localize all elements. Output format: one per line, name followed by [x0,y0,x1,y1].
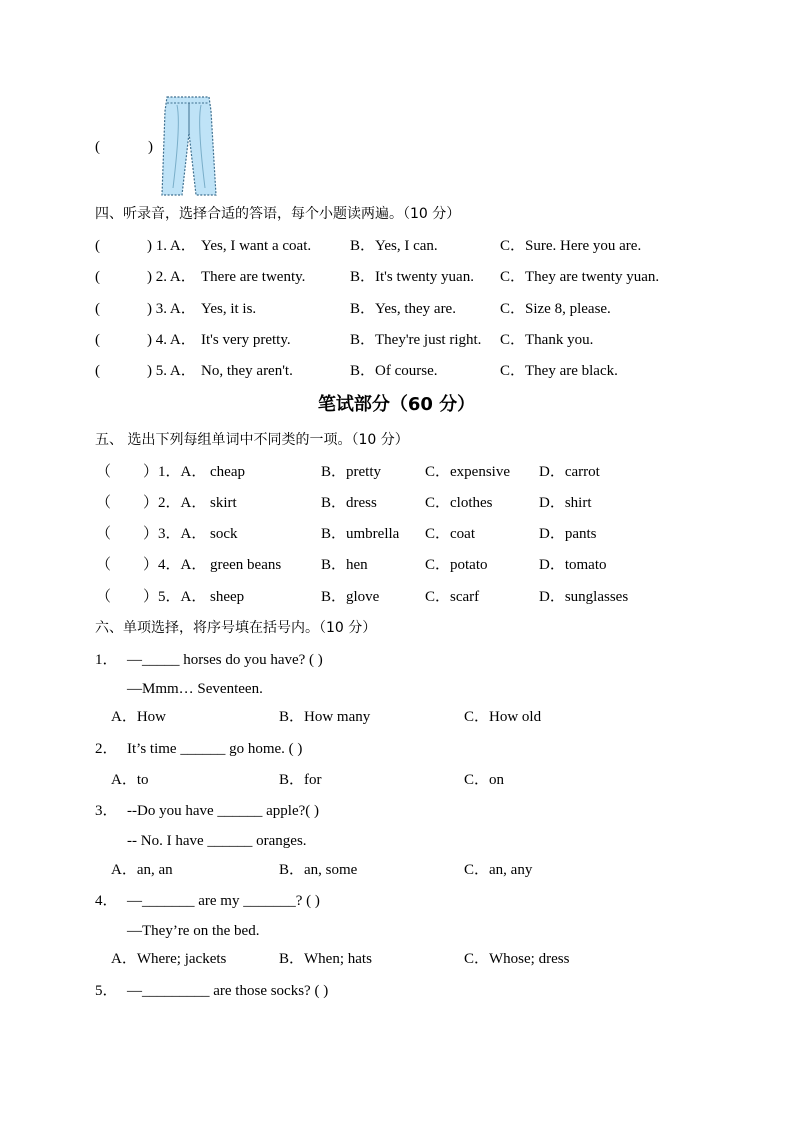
question-text: —Mmm… Seventeen. [127,681,263,697]
option-b: B．an, some [279,862,358,878]
question-number: 2． [95,741,118,757]
option-a: cheap [210,464,245,480]
pants-icon [155,93,223,199]
option-c: C．coat [425,526,475,542]
option-c: C．Whose; dress [464,951,570,967]
option-a: A．How [111,709,166,725]
answer-bracket[interactable]: （ [96,495,112,511]
answer-bracket[interactable]: （ [96,557,112,573]
answer-bracket[interactable]: ( [95,363,100,379]
section4-heading: 四、听录音，选择合适的答语，每个小题读两遍。（10 分） [95,206,461,222]
question-number: 1． [95,652,118,668]
answer-bracket[interactable]: ( [95,332,100,348]
option-c: C．Size 8, please. [500,301,611,317]
option-b: B．pretty [321,464,381,480]
option-a: A．to [111,772,149,788]
option-a: A．an, an [111,862,173,878]
option-d: D．carrot [539,464,600,480]
option-c: C．They are black. [500,363,618,379]
option-c: C．clothes [425,495,493,511]
answer-bracket[interactable]: （ [96,589,112,605]
option-b: B．umbrella [321,526,400,542]
item-number: ) 2. A． [147,269,196,285]
question-text: —They’re on the bed. [127,923,260,939]
answer-bracket[interactable]: （ [96,526,112,542]
option-b: B．Of course. [350,363,438,379]
option-b: B．for [279,772,322,788]
option-a: sheep [210,589,245,605]
item-number: ）4．A． [143,557,207,573]
item-number: ) 3. A． [147,301,196,317]
item-number: ）1．A． [143,464,207,480]
item-number: ）5．A． [143,589,207,605]
option-a: There are twenty. [201,269,306,285]
question-text: —_______ are my _______? ( ) [127,893,320,909]
item-number: ) 4. A． [147,332,196,348]
item-number: ) 1. A． [147,238,196,254]
section5-heading: 五、 选出下列每组单词中不同类的一项。（10 分） [95,432,409,448]
option-d: D．sunglasses [539,589,629,605]
item-number: ）2．A． [143,495,207,511]
item-number: ) 5. A． [147,363,196,379]
option-a: Yes, I want a coat. [201,238,312,254]
option-a: sock [210,526,238,542]
question-text: —_________ are those socks? ( ) [127,983,329,999]
option-d: D．shirt [539,495,592,511]
option-a: Yes, it is. [201,301,257,317]
option-c: C．Sure. Here you are. [500,238,642,254]
option-a: It's very pretty. [201,332,291,348]
option-b: B．They're just right. [350,332,482,348]
question-text: It’s time ______ go home. ( ) [127,741,303,757]
paren-close: ) [148,139,153,155]
section6-heading: 六、单项选择，将序号填在括号内。（10 分） [95,620,377,636]
answer-bracket[interactable]: ( [95,301,100,317]
question-text: --Do you have ______ apple?( ) [127,803,320,819]
question-text: -- No. I have ______ oranges. [127,833,307,849]
paren-open: ( [95,139,100,155]
answer-bracket[interactable]: ( [95,269,100,285]
option-c: C．How old [464,709,542,725]
option-a: No, they aren't. [201,363,293,379]
option-b: B．dress [321,495,377,511]
option-d: D．pants [539,526,597,542]
option-b: B．glove [321,589,380,605]
option-a: green beans [210,557,282,573]
option-c: C．potato [425,557,488,573]
item-number: ）3．A． [143,526,207,542]
answer-bracket[interactable]: （ [96,464,112,480]
option-c: C．They are twenty yuan. [500,269,660,285]
option-a: A．Where; jackets [111,951,227,967]
option-d: D．tomato [539,557,607,573]
answer-bracket[interactable]: ( [95,238,100,254]
question-text: —_____ horses do you have? ( ) [127,652,323,668]
option-c: C．scarf [425,589,480,605]
option-c: C．an, any [464,862,533,878]
option-c: C．Thank you. [500,332,594,348]
option-c: C．expensive [425,464,510,480]
option-b: B．Yes, I can. [350,238,438,254]
option-b: B．Yes, they are. [350,301,456,317]
question-number: 4． [95,893,118,909]
question-number: 5． [95,983,118,999]
written-part-title: 笔试部分（60 分） [317,394,476,415]
option-b: B．How many [279,709,371,725]
question-number: 3． [95,803,118,819]
option-b: B．It's twenty yuan. [350,269,474,285]
option-a: skirt [210,495,237,511]
option-b: B．When; hats [279,951,372,967]
option-b: B．hen [321,557,368,573]
option-c: C．on [464,772,505,788]
